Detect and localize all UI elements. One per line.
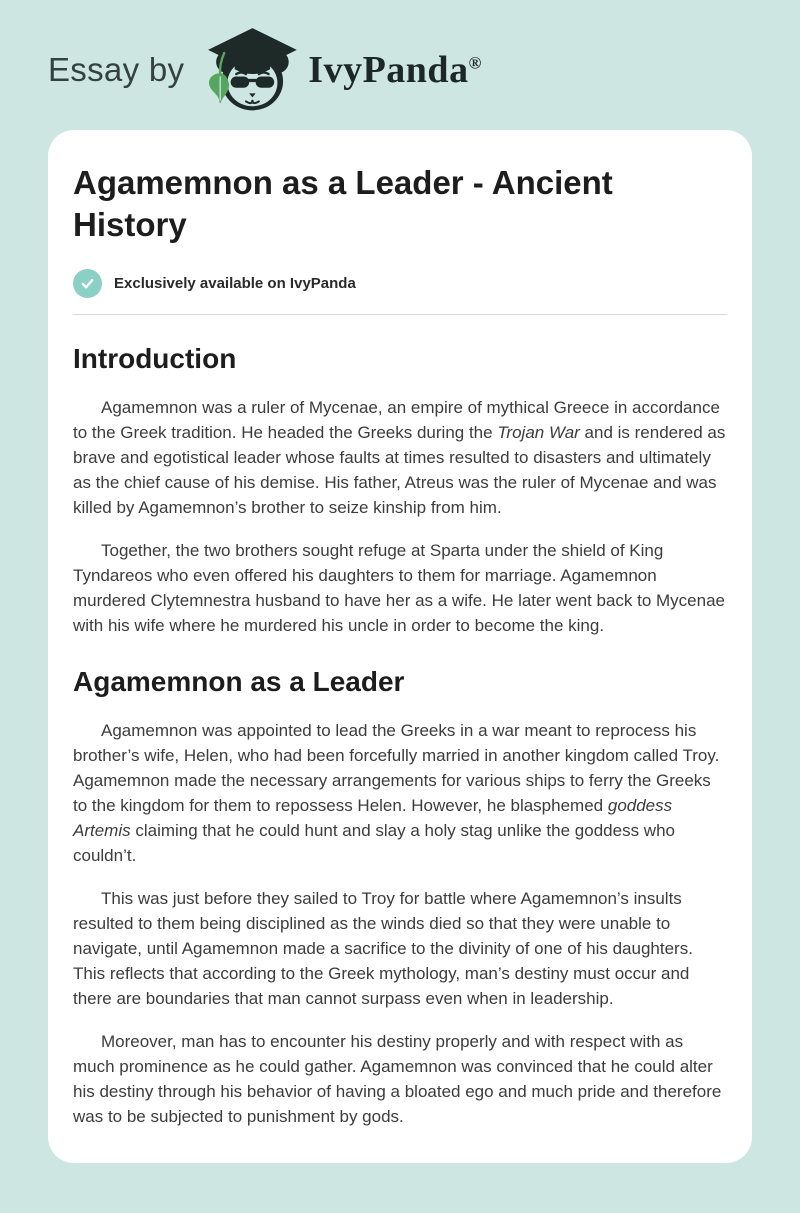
divider xyxy=(73,314,727,315)
paragraph: Agamemnon was a ruler of Mycenae, an empire of mythical Greece in accordance to the Greek tradition. He headed the Greeks during the Trojan War and is rendered as brave and egotistical leader whose faults at times resulted to disasters and ultimately as the chief cause of his demise. His father, Atreus was the ruler of Mycenae and was killed by Agamemnon’s brother to seize kinship from him. xyxy=(73,398,726,517)
section-heading-agamemnon-as-a-leader: Agamemnon as a Leader xyxy=(73,666,405,697)
section-heading-introduction: Introduction xyxy=(73,343,237,374)
essay-card xyxy=(48,130,752,1163)
paragraph: Agamemnon was appointed to lead the Greeks in a war meant to reprocess his brother’s wife, Helen, who had been forcefully married in another kingdom called Troy. Agamemnon made the necessary arrangements for various ships to ferry the Greeks to the kingdom for them to repossess Helen. However, he blasphemed goddess Artemis claiming that he could hunt and slay a holy stag unlike the goddess who couldn’t. xyxy=(73,721,720,865)
registered-mark: ® xyxy=(468,53,482,73)
essay-title: Agamemnon as a Leader - Ancient History xyxy=(73,164,613,243)
brand-text: IvyPanda xyxy=(308,49,469,91)
badge-label: Exclusively available on IvyPanda xyxy=(114,275,356,292)
paragraph: This was just before they sailed to Troy for battle where Agamemnon’s insults resulted to them being disciplined as the winds died so that they were unable to navigate, until Agamemnon made a sacrifice to the divinity of one of his daughters. This reflects that according to the Greek mythology, man’s destiny must occur and there are boundaries that man cannot surpass even when in leadership. xyxy=(73,889,693,1008)
paragraph: Together, the two brothers sought refuge at Sparta under the shield of King Tyndareos who even offered his daughters to them for marriage. Agamemnon murdered Clytemnestra husband to have her as a wife. He later went back to Mycenae with his wife where he murdered his uncle in order to become the king. xyxy=(73,541,726,635)
brand-name[interactable] xyxy=(308,48,481,92)
check-icon xyxy=(73,269,102,298)
ivypanda-panda-logo-icon[interactable] xyxy=(200,24,300,116)
exclusive-badge xyxy=(73,269,727,298)
site-header xyxy=(48,22,752,118)
essay-by-label: Essay by xyxy=(48,51,185,88)
paragraph: Moreover, man has to encounter his destiny properly and with respect with as much prominence as he could gather. Agamemnon was convinced that he could alter his destiny through his behavior of having a bloated ego and much pride and therefore was to be subjected to punishment by gods. xyxy=(73,1032,722,1126)
